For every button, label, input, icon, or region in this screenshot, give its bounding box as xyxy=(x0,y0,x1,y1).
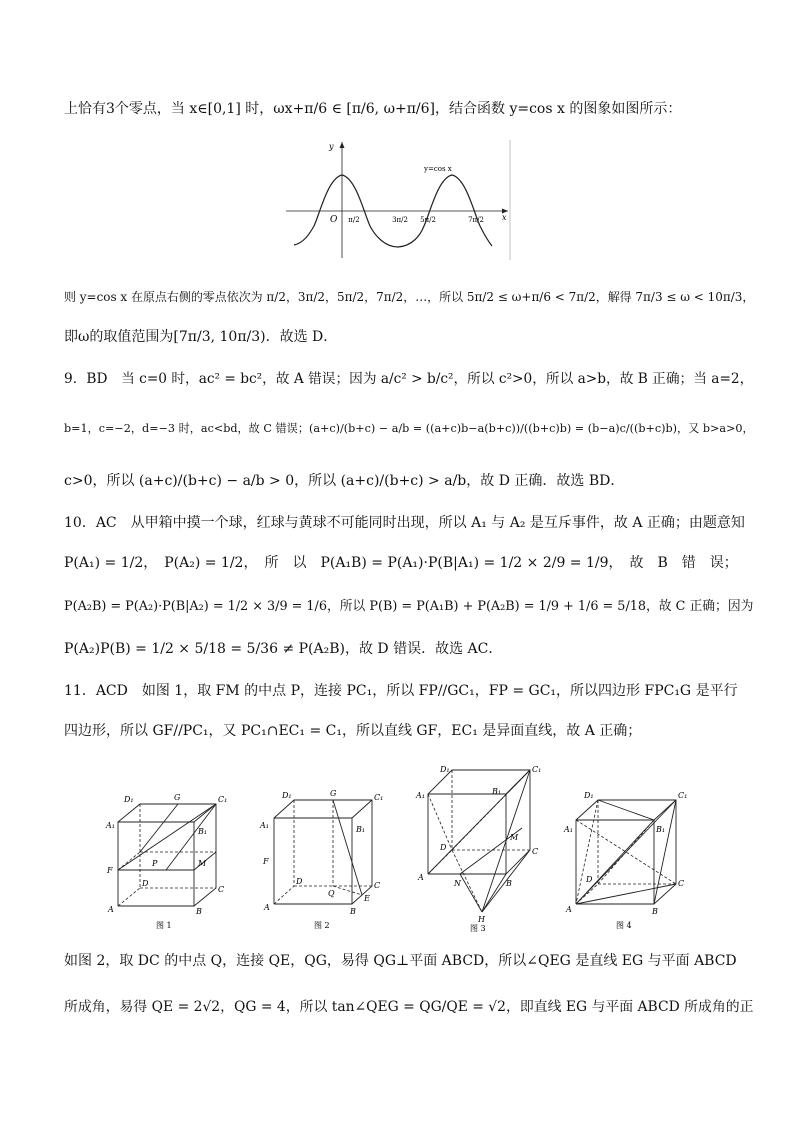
text-line-2: 则 y=cos x 在原点右侧的零点依次为 π/2，3π/2，5π/2，7π/2，…，所以 5π/2 ≤ ω+π/6 < 7π/2，解得 7π/3 ≤ ω < 10π/3， xyxy=(64,290,755,304)
fig3-caption: 图 3 xyxy=(470,924,486,933)
fig4-label-1: D₁ xyxy=(584,791,594,800)
figure-1 xyxy=(104,788,228,934)
fig1-label-3: C₁ xyxy=(218,795,228,804)
y-axis-label: y xyxy=(329,142,334,151)
fig2-label-9: C xyxy=(374,881,381,890)
text-line-3: 即ω的取值范围为[7π/3, 10π/3)．故选 D． xyxy=(64,329,338,345)
figure-4 xyxy=(562,788,690,934)
text-line-12: 四边形，所以 GF//PC₁，又 PC₁∩EC₁ = C₁，所以直线 GF，EC₁ 是异面直线，故 A 正确； xyxy=(64,723,642,739)
fig3-label-8: A xyxy=(418,873,424,882)
fig1-label-6: F xyxy=(107,866,113,875)
fig2-label-4: A₁ xyxy=(260,821,269,830)
curve-label: y=cos x xyxy=(424,165,452,173)
fig3-label-7: C xyxy=(532,847,539,856)
text-line-13: 如图 2，取 DC 的中点 Q，连接 QE，QG，易得 QG⊥平面 ABCD，所以∠QEG 是直线 EG 与平面 ABCD xyxy=(64,953,737,969)
fig3-label-4: B₁ xyxy=(492,787,502,796)
fig1-label-2: G xyxy=(174,793,181,802)
fig2-label-5: B₁ xyxy=(356,825,366,834)
fig1-label-12: B xyxy=(196,907,202,916)
zero-label-3: 5π/2 xyxy=(420,216,436,224)
zero-label-4: 7π/2 xyxy=(468,216,484,224)
fig1-label-1: D₁ xyxy=(124,795,134,804)
fig4-label-3: A₁ xyxy=(564,825,573,834)
cosine-graph xyxy=(284,138,512,262)
fig2-label-6: F xyxy=(263,857,269,866)
fig3-label-11: H xyxy=(478,915,485,924)
fig3-label-1: D₁ xyxy=(440,765,450,774)
fig3-label-9: N xyxy=(454,879,461,888)
fig1-label-10: C xyxy=(218,885,225,894)
fig4-label-5: D xyxy=(586,875,593,884)
figure-2 xyxy=(258,788,388,934)
fig4-label-6: C xyxy=(678,879,685,888)
text-line-1: 上恰有3个零点，当 x∈[0,1] 时，ωx+π/6 ∈ [π/6, ω+π/6]，结合函数 y=cos x 的图象如图所示： xyxy=(64,101,682,117)
fig2-label-2: G xyxy=(330,789,337,798)
origin-label: O xyxy=(330,215,338,225)
fig1-caption: 图 1 xyxy=(156,921,172,930)
fig2-label-11: B xyxy=(350,907,356,916)
fig3-label-10: B xyxy=(506,879,512,888)
fig2-label-12: E xyxy=(364,894,370,903)
fig3-label-6: D xyxy=(440,843,447,852)
fig2-label-8: Q xyxy=(328,889,335,898)
fig4-label-7: A xyxy=(566,905,572,914)
fig2-label-3: C₁ xyxy=(374,793,384,802)
text-line-6: c>0，所以 (a+c)/(b+c) − a/b > 0，所以 (a+c)/(b+c) > a/b，故 D 正确．故选 BD． xyxy=(64,473,625,489)
zero-label-2: 3π/2 xyxy=(392,216,408,224)
text-line-9: P(A₂B) = P(A₂)·P(B|A₂) = 1/2 × 3/9 = 1/6，所以 P(B) = P(A₁B) + P(A₂B) = 1/9 + 1/6 = 5/18，故 C 正确；因为 xyxy=(64,599,754,614)
fig1-label-9: D xyxy=(142,879,149,888)
fig1-label-5: B₁ xyxy=(198,827,208,836)
fig4-caption: 图 4 xyxy=(616,921,632,930)
fig4-label-8: B xyxy=(652,907,658,916)
text-line-7: 10．AC 从甲箱中摸一个球，红球与黄球不可能同时出现，所以 A₁ 与 A₂ 是互斥事件，故 A 正确；由题意知 xyxy=(64,515,745,531)
fig2-label-7: D xyxy=(296,877,303,886)
text-line-11: 11．ACD 如图 1，取 FM 的中点 P，连接 PC₁，所以 FP//GC₁，FP = GC₁，所以四边形 FPC₁G 是平行 xyxy=(64,683,738,699)
text-line-8: P(A₁) = 1/2， P(A₂) = 1/2， 所 以 P(A₁B) = P(A₁)·P(B|A₁) = 1/2 × 2/9 = 1/9， 故 B 错 误； xyxy=(64,555,738,571)
fig1-label-7: P xyxy=(152,859,158,868)
fig4-label-2: C₁ xyxy=(678,791,688,800)
fig2-label-10: A xyxy=(264,903,270,912)
text-line-4: 9．BD 当 c=0 时，ac² = bc²，故 A 错误；因为 a/c² > b/c²，所以 c²>0，所以 a>b，故 B 正确；当 a=2， xyxy=(64,371,754,387)
x-axis-label: x xyxy=(502,213,507,222)
fig1-label-4: A₁ xyxy=(106,821,115,830)
fig3-label-5: M xyxy=(510,833,519,842)
fig1-label-8: M xyxy=(198,859,207,868)
text-line-14: 所成角，易得 QE = 2√2，QG = 4，所以 tan∠QEG = QG/QE = √2，即直线 EG 与平面 ABCD 所成角的正 xyxy=(64,999,754,1015)
fig2-label-1: D₁ xyxy=(282,791,292,800)
figure-3 xyxy=(412,764,548,934)
fig4-label-4: B₁ xyxy=(656,825,666,834)
text-line-5: b=1，c=−2，d=−3 时，ac<bd，故 C 错误；(a+c)/(b+c) − a/b = ((a+c)b−a(b+c))/((b+c)b) = (b−a)c/((b+c)b)，又 b>a>0， xyxy=(64,422,754,435)
fig1-label-11: A xyxy=(108,905,114,914)
fig3-label-3: A₁ xyxy=(416,791,425,800)
fig3-label-2: C₁ xyxy=(532,765,542,774)
zero-label-1: π/2 xyxy=(348,216,360,224)
fig2-caption: 图 2 xyxy=(314,921,330,930)
text-line-10: P(A₂)P(B) = 1/2 × 5/18 = 5/36 ≠ P(A₂B)，故 D 错误．故选 AC． xyxy=(64,641,503,657)
